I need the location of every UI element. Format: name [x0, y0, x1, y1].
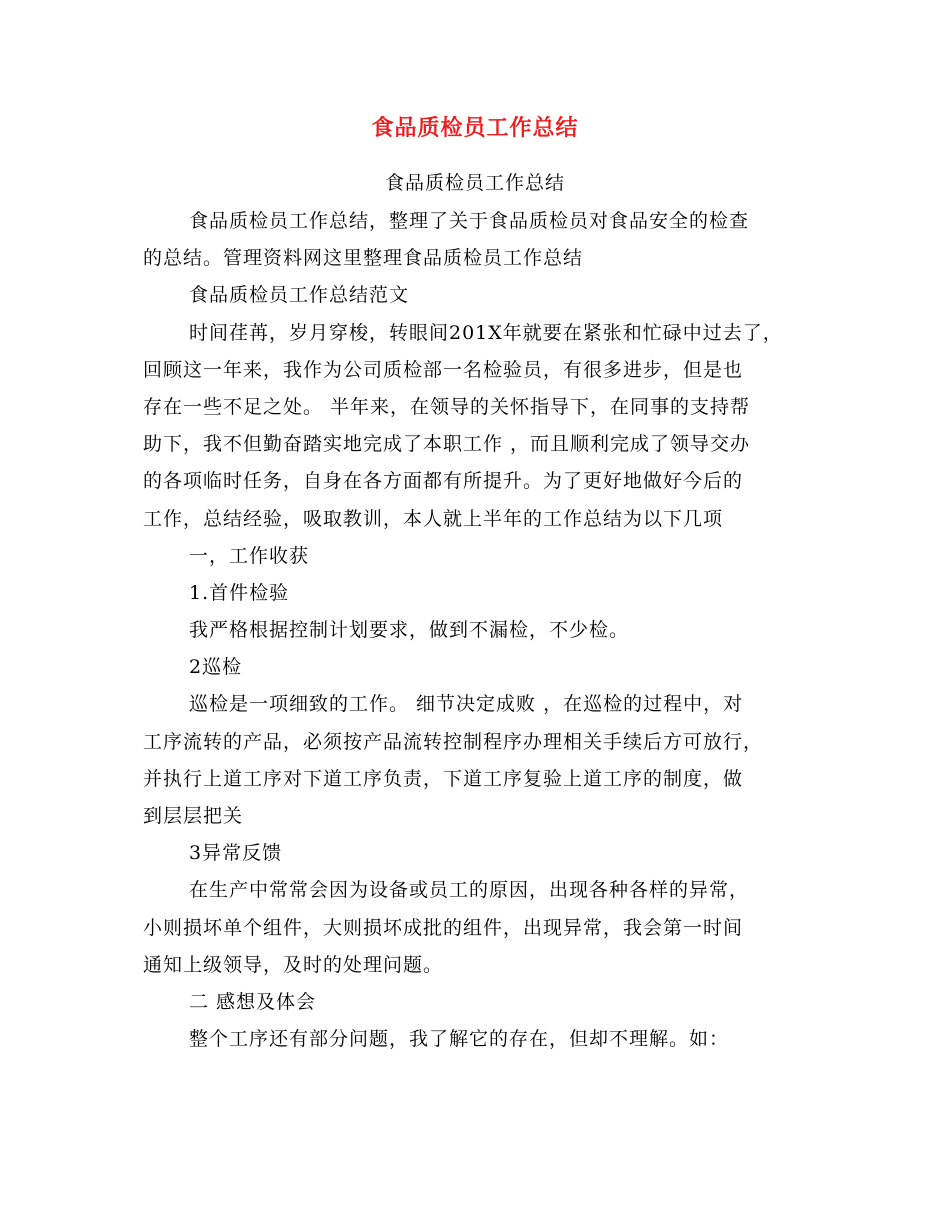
text-line: 1.首件检验 — [189, 581, 290, 604]
text-line: 工作，总结经验，吸取教训，本人就上半年的工作总结为以下几项 — [143, 507, 724, 530]
text-line: 存在一些不足之处。 半年来，在领导的关怀指导下，在同事的支持帮 — [143, 395, 751, 418]
text-line: 巡检是一项细致的工作。 细节决定成败 ，在巡检的过程中，对 — [189, 693, 744, 716]
text-line: 食品质检员工作总结，整理了关于食品质检员对食品安全的检查 — [189, 210, 750, 232]
document-body — [143, 203, 823, 1058]
text-line: 到层层把关 — [143, 805, 244, 827]
text-line: 时间荏苒，岁月穿梭，转眼间201X年就要在紧张和忙碌中过去了， — [189, 321, 783, 344]
text-line: 一，工作收获 — [189, 544, 310, 567]
text-line: 的总结。管理资料网这里整理食品质检员工作总结 — [143, 247, 584, 270]
text-line: 我严格根据控制计划要求，做到不漏检，不少检。 — [189, 619, 630, 642]
text-line: 助下，我不但勤奋踏实地完成了本职工作 ，而且顺利完成了领导交办 — [143, 433, 751, 456]
text-line: 在生产中常常会因为设备或员工的原因，出现各种各样的异常， — [189, 879, 750, 902]
document-title: 食品质检员工作总结 — [371, 115, 579, 141]
text-line: 并执行上道工序对下道工序负责，下道工序复验上道工序的制度，做 — [143, 767, 744, 790]
text-line: 小则损坏单个组件，大则损坏成批的组件，出现异常，我会第一时间 — [143, 916, 744, 939]
text-line: 的各项临时任务，自身在各方面都有所提升。为了更好地做好今后的 — [143, 470, 744, 493]
text-line: 工序流转的产品，必须按产品流转控制程序办理相关手续后方可放行， — [143, 730, 764, 753]
document-subtitle: 食品质检员工作总结 — [384, 172, 565, 194]
text-line: 二 感想及体会 — [189, 990, 317, 1013]
text-line: 3异常反馈 — [189, 842, 283, 865]
text-line: 回顾这一年来，我作为公司质检部一名检验员，有很多进步，但是也 — [143, 358, 744, 381]
text-line: 2巡检 — [189, 656, 243, 679]
text-line: 整个工序还有部分问题，我了解它的存在，但却不理解。如： — [189, 1028, 730, 1051]
text-line: 通知上级领导，及时的处理问题。 — [143, 953, 444, 976]
text-line: 食品质检员工作总结范文 — [189, 284, 410, 307]
